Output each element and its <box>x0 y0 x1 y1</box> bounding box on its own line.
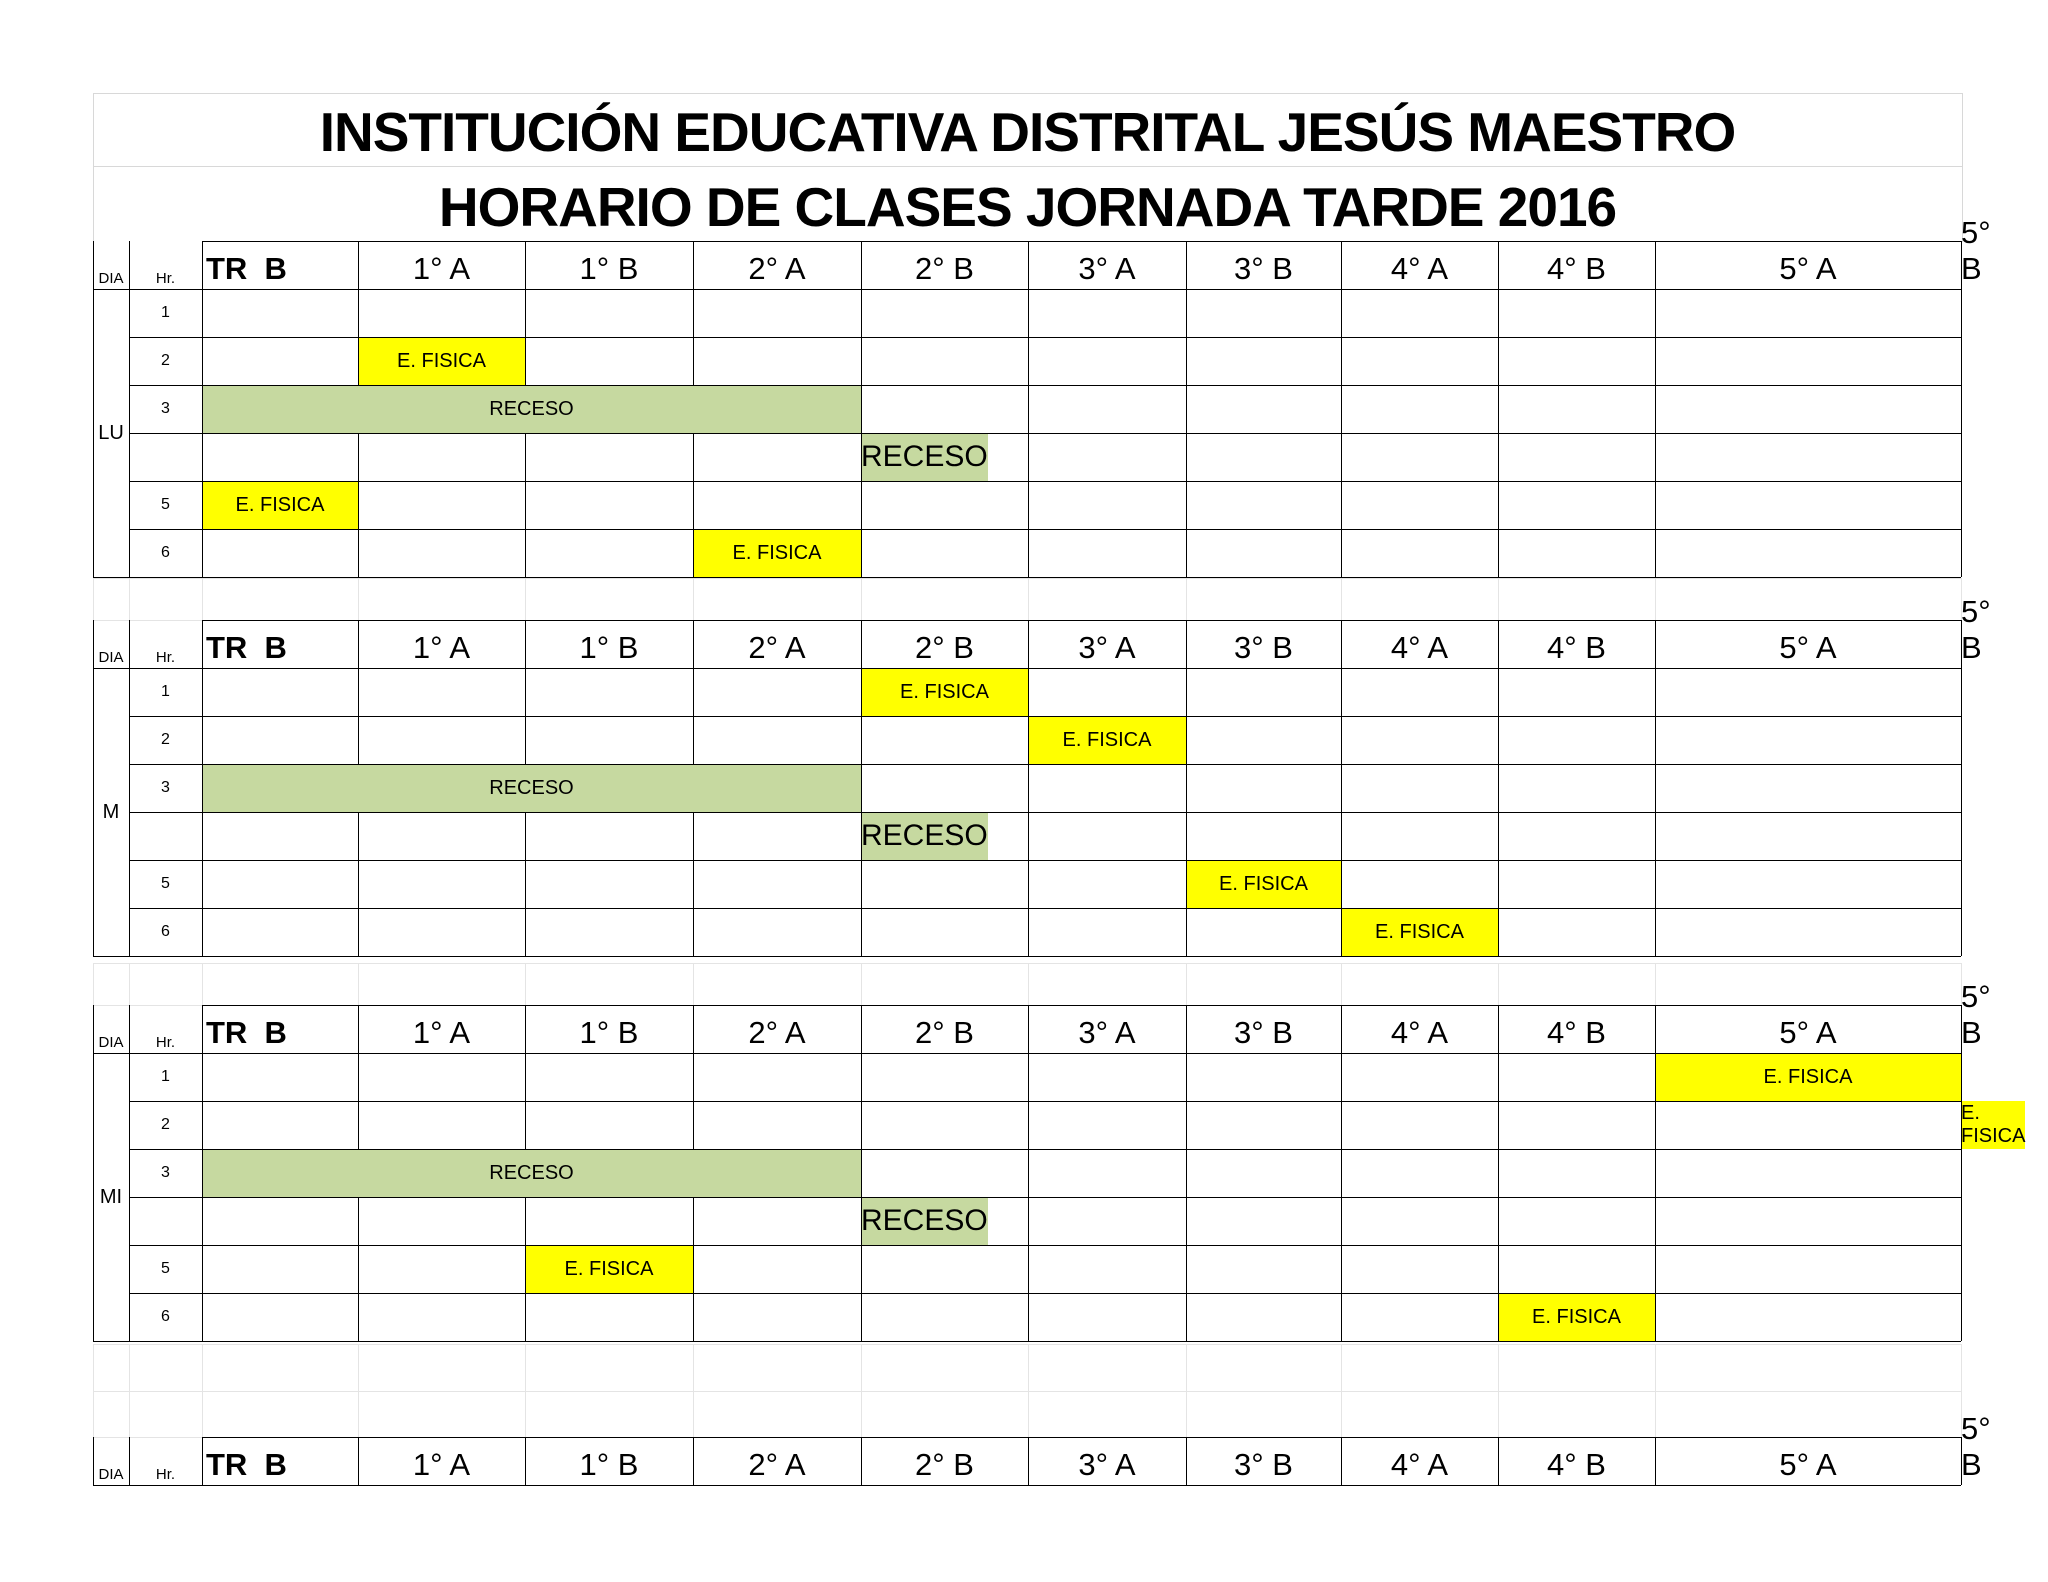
grid-line <box>129 764 1961 765</box>
empty-sheet-cell <box>129 578 203 621</box>
grid-line <box>93 620 94 956</box>
empty-sheet-cell <box>1028 1391 1187 1439</box>
grid-line <box>1961 1005 1962 1341</box>
empty-sheet-cell <box>1498 578 1656 621</box>
header-column: 5° A <box>1779 1447 1837 1482</box>
header-column: 2° B <box>915 630 974 665</box>
grid-line <box>129 620 130 956</box>
recess-band: RECESO <box>861 812 988 860</box>
empty-sheet-cell <box>1186 578 1342 621</box>
day-label: MI <box>99 1185 123 1208</box>
grid-line <box>129 1149 1961 1150</box>
recess-band: RECESO <box>861 1197 988 1245</box>
header-column: 5° A <box>1779 630 1837 665</box>
header-column: 3° A <box>1078 630 1136 665</box>
header-column: 1° B <box>579 251 639 286</box>
recess-band: RECESO <box>861 433 988 481</box>
hour-number: 1 <box>161 1068 170 1085</box>
header-column: 5° A <box>1779 1015 1837 1050</box>
hour-number: 1 <box>161 304 170 321</box>
empty-sheet-cell <box>525 963 694 1006</box>
empty-sheet-cell <box>129 1391 203 1439</box>
schedule-block <box>93 1411 1991 1485</box>
grid-line <box>1186 1437 1187 1485</box>
grid-line <box>693 620 694 764</box>
grid-line <box>525 812 526 956</box>
empty-sheet-cell <box>693 1391 862 1439</box>
empty-sheet-cell <box>1341 1391 1499 1439</box>
header-hour-label: Hr. <box>155 1034 176 1051</box>
grid-line <box>129 1197 1961 1198</box>
grid-line <box>129 1245 1961 1246</box>
header-day-label: DIA <box>98 1034 124 1051</box>
grid-line <box>358 620 359 764</box>
header-column: 4° A <box>1390 1447 1449 1482</box>
grid-line <box>93 289 1961 290</box>
header-column: 4° B <box>1547 1447 1606 1482</box>
empty-sheet-cell <box>202 963 359 1006</box>
empty-sheet-cell <box>525 1344 694 1392</box>
grid-line <box>93 577 1961 578</box>
header-column: 5° A <box>1779 251 1837 286</box>
header-column: 1° A <box>412 630 471 665</box>
header-column: 2° B <box>915 1447 974 1482</box>
header-day-label: DIA <box>98 649 124 666</box>
hour-number <box>129 812 202 860</box>
grid-line <box>93 956 1961 957</box>
empty-sheet-cell <box>358 578 526 621</box>
grid-line <box>1961 620 1962 956</box>
header-column: 3° A <box>1078 251 1136 286</box>
empty-sheet-cell <box>202 1391 359 1439</box>
grid-line <box>1341 241 1342 577</box>
grid-line <box>129 716 1961 717</box>
empty-sheet-cell <box>358 1344 526 1392</box>
header-column: 2° B <box>915 251 974 286</box>
header-column: 3° B <box>1234 1015 1293 1050</box>
grid-line <box>93 1341 1961 1342</box>
header-column: 1° B <box>579 1447 639 1482</box>
hour-number: 3 <box>161 400 170 417</box>
grid-line <box>358 1437 359 1485</box>
pe-class-cell: E. FISICA <box>358 337 525 385</box>
header-column: 3° B <box>1234 251 1293 286</box>
empty-sheet-cell <box>861 578 1029 621</box>
empty-sheet-cell <box>1655 578 1962 621</box>
empty-sheet-cell <box>93 1391 130 1439</box>
grid-line <box>1498 1005 1499 1341</box>
hour-number: 1 <box>161 683 170 700</box>
hour-number: 6 <box>161 544 170 561</box>
grid-line <box>202 1005 1961 1006</box>
header-day-label: DIA <box>98 270 124 287</box>
header-hour-label: Hr. <box>155 270 176 287</box>
empty-sheet-cell <box>1341 578 1499 621</box>
grid-line <box>129 1101 1961 1102</box>
header-column: 2° B <box>915 1015 974 1050</box>
day-label: M <box>102 800 120 823</box>
pe-class-cell: E. FISICA <box>525 1245 693 1293</box>
grid-line <box>1655 241 1656 577</box>
grid-line <box>93 241 94 577</box>
pe-class-cell: E. FISICA <box>1498 1293 1655 1341</box>
hour-number <box>129 433 202 481</box>
empty-sheet-cell <box>693 578 862 621</box>
grid-line <box>358 812 359 956</box>
grid-line <box>1655 620 1656 956</box>
empty-sheet-cell <box>1655 1344 1962 1392</box>
empty-sheet-cell <box>358 963 526 1006</box>
grid-line <box>129 812 1961 813</box>
grid-line <box>358 1197 359 1341</box>
day-label: LU <box>98 421 124 444</box>
hour-number: 2 <box>161 731 170 748</box>
grid-line <box>1655 1005 1656 1341</box>
recess-band: RECESO <box>202 1149 861 1197</box>
grid-line <box>525 1437 526 1485</box>
grid-line <box>1341 1005 1342 1341</box>
grid-line <box>861 620 862 956</box>
grid-line <box>202 1437 1961 1438</box>
grid-line <box>93 668 1961 669</box>
empty-sheet-cell <box>202 578 359 621</box>
grid-line <box>129 433 1961 434</box>
grid-line <box>129 337 1961 338</box>
grid-line <box>129 908 1961 909</box>
grid-line <box>129 241 130 577</box>
schedule-block <box>93 215 1991 577</box>
schedule-block <box>93 594 1991 956</box>
grid-line <box>129 481 1961 482</box>
grid-line <box>202 241 1961 242</box>
empty-sheet-cell <box>93 963 130 1006</box>
empty-sheet-cell <box>1028 578 1187 621</box>
pe-class-cell: E. FISICA <box>693 529 861 577</box>
schedule-block <box>93 979 2026 1341</box>
empty-sheet-cell <box>93 578 130 621</box>
grid-line <box>202 241 203 577</box>
empty-sheet-cell <box>1498 1344 1656 1392</box>
pe-class-cell: E. FISICA <box>1028 716 1186 764</box>
grid-line <box>525 1005 526 1149</box>
grid-line <box>1186 620 1187 956</box>
hour-number: 5 <box>161 496 170 513</box>
empty-sheet-cell <box>1186 963 1342 1006</box>
empty-sheet-cell <box>525 1391 694 1439</box>
grid-line <box>861 1437 862 1485</box>
grid-line <box>1961 1437 1962 1485</box>
recess-band: RECESO <box>202 764 861 812</box>
hour-number: 3 <box>161 1164 170 1181</box>
empty-sheet-cell <box>93 1344 130 1392</box>
hour-number: 5 <box>161 1260 170 1277</box>
header-column: 3° B <box>1234 1447 1293 1482</box>
empty-sheet-cell <box>358 1391 526 1439</box>
empty-sheet-cell <box>1186 1344 1342 1392</box>
grid-line <box>1028 1005 1029 1341</box>
empty-sheet-cell <box>861 1344 1029 1392</box>
empty-sheet-cell <box>1498 1391 1656 1439</box>
grid-line <box>1498 620 1499 956</box>
hour-number: 6 <box>161 923 170 940</box>
header-column: 1° A <box>412 1015 471 1050</box>
header-column: 2° A <box>748 630 806 665</box>
grid-line <box>358 433 359 577</box>
grid-line <box>202 1437 203 1485</box>
grid-line <box>129 1005 130 1341</box>
header-column: 2° A <box>748 1447 806 1482</box>
grid-line <box>93 1005 94 1341</box>
header-day-label: DIA <box>98 1466 124 1483</box>
hour-number <box>129 1197 202 1245</box>
pe-class-cell: E. FISICA <box>202 481 358 529</box>
grid-line <box>1186 241 1187 577</box>
header-group-tr-b: TR B <box>206 630 287 665</box>
header-column: 5° B <box>1961 594 1991 665</box>
grid-line <box>1028 241 1029 577</box>
grid-line <box>93 1437 94 1485</box>
header-column: 1° A <box>412 251 471 286</box>
empty-sheet-cell <box>129 1344 203 1392</box>
header-group-tr-b: TR B <box>206 1015 287 1050</box>
grid-line <box>1341 1437 1342 1485</box>
header-column: 4° A <box>1390 630 1449 665</box>
hour-number: 2 <box>161 352 170 369</box>
grid-line <box>1498 241 1499 577</box>
header-column: 1° B <box>579 1015 639 1050</box>
grid-line <box>202 1005 203 1341</box>
grid-line <box>129 1293 1961 1294</box>
grid-line <box>693 812 694 956</box>
empty-sheet-cell <box>202 1344 359 1392</box>
recess-band: RECESO <box>202 385 861 433</box>
pe-class-cell: E. FISICA <box>1186 860 1341 908</box>
empty-sheet-cell <box>1655 1391 1962 1439</box>
empty-sheet-cell <box>1341 963 1499 1006</box>
grid-line <box>861 241 862 577</box>
header-group-tr-b: TR B <box>206 251 287 286</box>
empty-sheet-cell <box>1655 963 1962 1006</box>
header-column: 4° B <box>1547 630 1606 665</box>
header-column: 4° A <box>1390 1015 1449 1050</box>
empty-sheet-cell <box>525 578 694 621</box>
grid-line <box>693 1005 694 1149</box>
grid-line <box>1498 1437 1499 1485</box>
grid-line <box>129 385 1961 386</box>
grid-line <box>1341 620 1342 956</box>
header-column: 4° B <box>1547 251 1606 286</box>
grid-line <box>1028 1437 1029 1485</box>
schedule-title: HORARIO DE CLASES JORNADA TARDE 2016 <box>438 176 1617 238</box>
empty-sheet-cell <box>1341 1344 1499 1392</box>
header-column: 3° B <box>1234 630 1293 665</box>
pe-class-cell: E. FISICA <box>1961 1102 2026 1147</box>
grid-line <box>693 433 694 577</box>
grid-line <box>525 433 526 577</box>
grid-line <box>129 860 1961 861</box>
grid-line <box>202 620 203 956</box>
empty-sheet-cell <box>1498 963 1656 1006</box>
hour-number: 2 <box>161 1116 170 1133</box>
empty-sheet-cell <box>129 963 203 1006</box>
header-column: 2° A <box>748 251 806 286</box>
empty-sheet-cell <box>693 963 862 1006</box>
empty-sheet-cell <box>1186 1391 1342 1439</box>
grid-line <box>93 1053 1961 1054</box>
pe-class-cell: E. FISICA <box>861 668 1028 716</box>
grid-line <box>525 1197 526 1341</box>
header-column: 3° A <box>1078 1015 1136 1050</box>
hour-number: 3 <box>161 779 170 796</box>
school-title: INSTITUCIÓN EDUCATIVA DISTRITAL JESÚS MAESTRO <box>319 101 1736 163</box>
grid-line <box>693 1197 694 1341</box>
grid-line <box>1961 241 1962 577</box>
hour-number: 6 <box>161 1308 170 1325</box>
header-column: 5° B <box>1961 979 1991 1050</box>
header-column: 4° A <box>1390 251 1449 286</box>
grid-line <box>202 620 1961 621</box>
empty-sheet-cell <box>861 963 1029 1006</box>
grid-line <box>358 241 359 385</box>
grid-line <box>129 1437 130 1485</box>
header-column: 5° B <box>1961 1411 1991 1482</box>
header-hour-label: Hr. <box>155 1466 176 1483</box>
grid-line <box>358 1005 359 1149</box>
grid-line <box>525 620 526 764</box>
grid-line <box>693 241 694 385</box>
header-group-tr-b: TR B <box>206 1447 287 1482</box>
grid-line <box>1028 620 1029 956</box>
header-hour-label: Hr. <box>155 649 176 666</box>
header-column: 3° A <box>1078 1447 1136 1482</box>
grid-line <box>525 241 526 385</box>
empty-sheet-cell <box>1028 1344 1187 1392</box>
grid-line <box>693 1437 694 1485</box>
pe-class-cell: E. FISICA <box>1341 908 1498 956</box>
empty-sheet-cell <box>861 1391 1029 1439</box>
empty-sheet-cell <box>693 1344 862 1392</box>
header-column: 2° A <box>748 1015 806 1050</box>
pe-class-cell: E. FISICA <box>1655 1053 1961 1101</box>
hour-number: 5 <box>161 875 170 892</box>
header-column: 1° B <box>579 630 639 665</box>
grid-line <box>1655 1437 1656 1485</box>
header-column: 4° B <box>1547 1015 1606 1050</box>
empty-sheet-cell <box>1028 963 1187 1006</box>
grid-line <box>93 1485 1961 1486</box>
grid-line <box>1186 1005 1187 1341</box>
grid-line <box>129 529 1961 530</box>
grid-line <box>861 1005 862 1341</box>
header-column: 5° B <box>1961 215 1991 286</box>
header-column: 1° A <box>412 1447 471 1482</box>
